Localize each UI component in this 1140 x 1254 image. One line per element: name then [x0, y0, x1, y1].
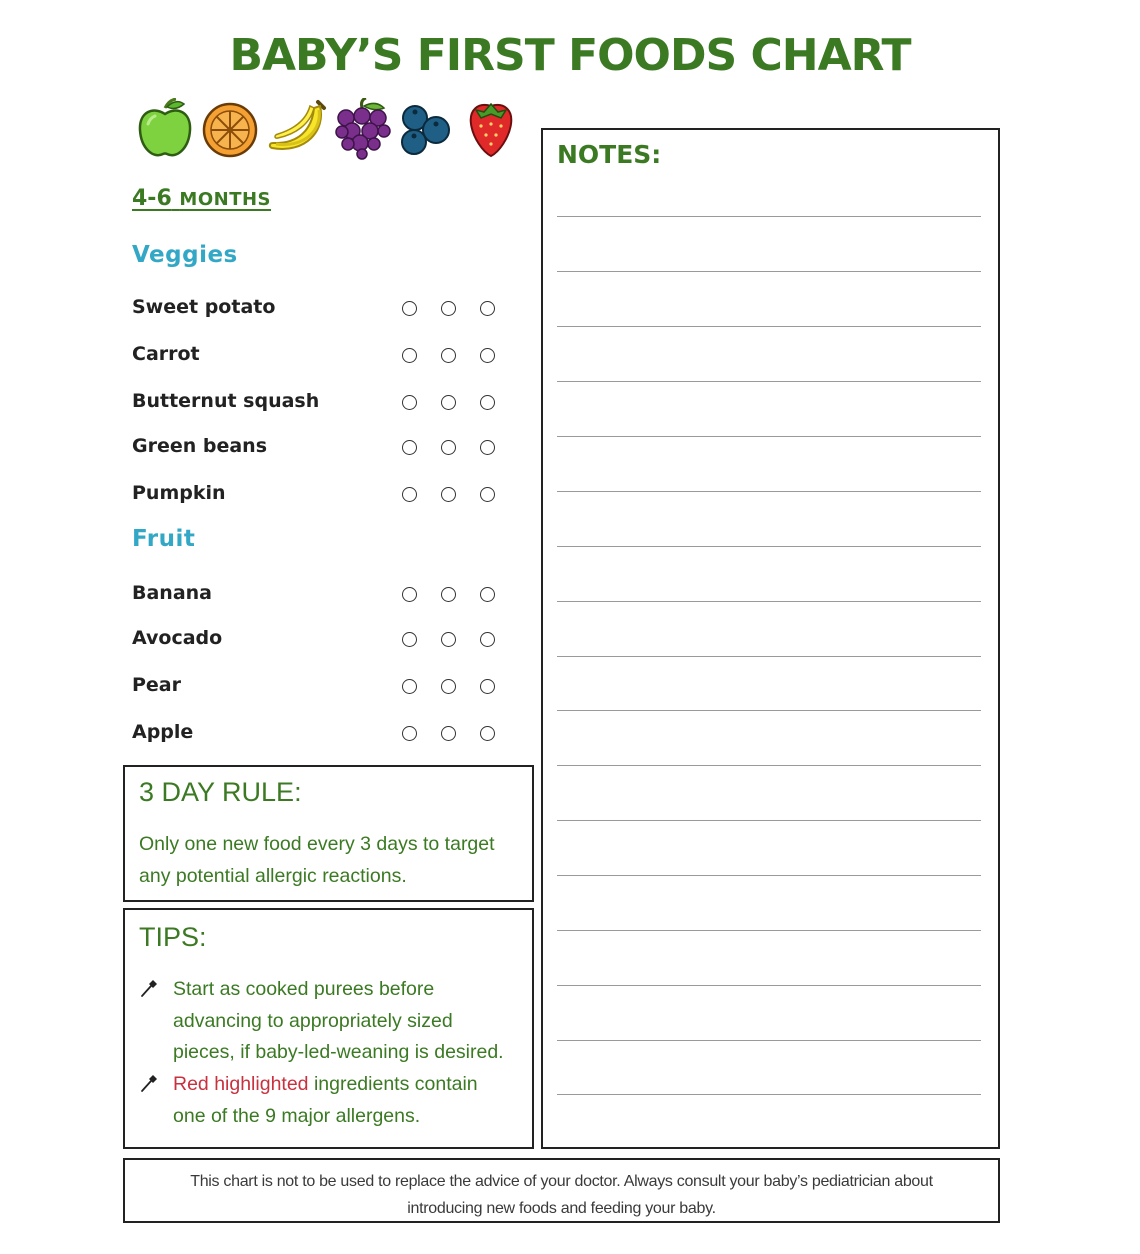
note-line[interactable]: [557, 985, 981, 986]
three-day-rule-text: [139, 829, 495, 892]
food-row: [132, 719, 512, 749]
food-name: Pumpkin: [132, 482, 226, 504]
tried-checkbox-3[interactable]: [480, 301, 495, 316]
pushpin-icon: [139, 978, 159, 998]
tips-box: [123, 908, 534, 1149]
tip-text: [173, 974, 533, 1069]
blueberries-icon: [398, 98, 454, 158]
food-name: Sweet potato: [132, 296, 276, 318]
fruit-heading: Fruit: [132, 526, 196, 552]
food-row: [132, 388, 512, 418]
tried-checkbox-3[interactable]: [480, 726, 495, 741]
tried-checkbox-2[interactable]: [441, 679, 456, 694]
tried-checkbox-3[interactable]: [480, 587, 495, 602]
food-name: Green beans: [132, 435, 268, 457]
strawberry-icon: [466, 98, 516, 160]
three-day-rule-title: 3 DAY RULE:: [139, 777, 302, 807]
tried-checkbox-2[interactable]: [441, 301, 456, 316]
tried-checkbox-3[interactable]: [480, 487, 495, 502]
tip-line: [173, 1069, 533, 1101]
fruit-icons-row: [136, 98, 526, 164]
tried-checkbox-1[interactable]: [402, 679, 417, 694]
tip-line: Start as cooked purees before: [173, 978, 435, 1000]
food-name: Apple: [132, 721, 194, 743]
note-line[interactable]: [557, 875, 981, 876]
food-row: [132, 433, 512, 463]
tried-checkbox-1[interactable]: [402, 726, 417, 741]
page-title: BABY’S FIRST FOODS CHART: [229, 30, 911, 81]
note-line[interactable]: [557, 271, 981, 272]
note-line[interactable]: [557, 491, 981, 492]
notes-box: [541, 128, 1000, 1149]
note-line[interactable]: [557, 930, 981, 931]
tip-text: [173, 1069, 533, 1132]
food-name: Avocado: [132, 627, 223, 649]
age-range-heading: [132, 186, 271, 211]
tried-checkbox-1[interactable]: [402, 301, 417, 316]
food-row: [132, 341, 512, 371]
grapes-icon: [334, 98, 392, 160]
tried-checkbox-2[interactable]: [441, 487, 456, 502]
note-line[interactable]: [557, 601, 981, 602]
note-line[interactable]: [557, 436, 981, 437]
orange-icon: [200, 98, 260, 158]
note-line[interactable]: [557, 216, 981, 217]
tried-checkbox-3[interactable]: [480, 395, 495, 410]
disclaimer-box: [123, 1158, 1000, 1223]
tried-checkbox-2[interactable]: [441, 587, 456, 602]
tried-checkbox-3[interactable]: [480, 348, 495, 363]
note-line[interactable]: [557, 765, 981, 766]
note-line[interactable]: [557, 546, 981, 547]
tried-checkbox-1[interactable]: [402, 395, 417, 410]
tried-checkbox-3[interactable]: [480, 679, 495, 694]
tried-checkbox-2[interactable]: [441, 726, 456, 741]
note-line[interactable]: [557, 326, 981, 327]
food-name: Carrot: [132, 343, 200, 365]
tried-checkbox-3[interactable]: [480, 632, 495, 647]
apple-icon: [136, 98, 194, 160]
tips-title: TIPS:: [139, 922, 207, 952]
tried-checkbox-2[interactable]: [441, 395, 456, 410]
note-line[interactable]: [557, 656, 981, 657]
allergen-highlight: Red highlighted: [173, 1073, 309, 1095]
tried-checkbox-1[interactable]: [402, 440, 417, 455]
disclaimer-line: This chart is not to be used to replace the advice of your doctor. Always consult your baby’s pediatrician about: [190, 1173, 933, 1190]
pushpin-icon: [139, 1073, 159, 1093]
disclaimer-text: [135, 1168, 988, 1222]
tried-checkbox-1[interactable]: [402, 487, 417, 502]
disclaimer-line: introducing new foods and feeding your baby.: [407, 1200, 716, 1217]
tip-line: advancing to appropriately sized: [173, 1009, 453, 1032]
note-line[interactable]: [557, 710, 981, 711]
note-line[interactable]: [557, 1094, 981, 1095]
banana-icon: [266, 98, 328, 158]
food-row: [132, 625, 512, 655]
food-name: Pear: [132, 674, 182, 696]
tip-line: one of the 9 major allergens.: [173, 1104, 421, 1127]
three-day-rule-line: Only one new food every 3 days to target: [139, 833, 495, 855]
veggies-heading: Veggies: [132, 242, 238, 268]
food-name: Banana: [132, 582, 212, 604]
tried-checkbox-2[interactable]: [441, 348, 456, 363]
note-line[interactable]: [557, 820, 981, 821]
tip-line-rest: ingredients contain: [308, 1073, 478, 1095]
tried-checkbox-2[interactable]: [441, 632, 456, 647]
tried-checkbox-3[interactable]: [480, 440, 495, 455]
tried-checkbox-1[interactable]: [402, 587, 417, 602]
age-range-number: 4-6: [132, 186, 172, 211]
tried-checkbox-1[interactable]: [402, 632, 417, 647]
note-line[interactable]: [557, 381, 981, 382]
age-range-unit: MONTHS: [179, 189, 272, 210]
food-row: [132, 294, 512, 324]
three-day-rule-line: any potential allergic reactions.: [139, 864, 407, 887]
food-name: Butternut squash: [132, 390, 320, 412]
tip-line: pieces, if baby-led-weaning is desired.: [173, 1041, 504, 1063]
note-line[interactable]: [557, 1040, 981, 1041]
tried-checkbox-2[interactable]: [441, 440, 456, 455]
notes-title: NOTES:: [557, 140, 662, 169]
tried-checkbox-1[interactable]: [402, 348, 417, 363]
food-row: [132, 480, 512, 510]
three-day-rule-box: [123, 765, 534, 902]
food-row: [132, 672, 512, 702]
food-row: [132, 580, 512, 610]
